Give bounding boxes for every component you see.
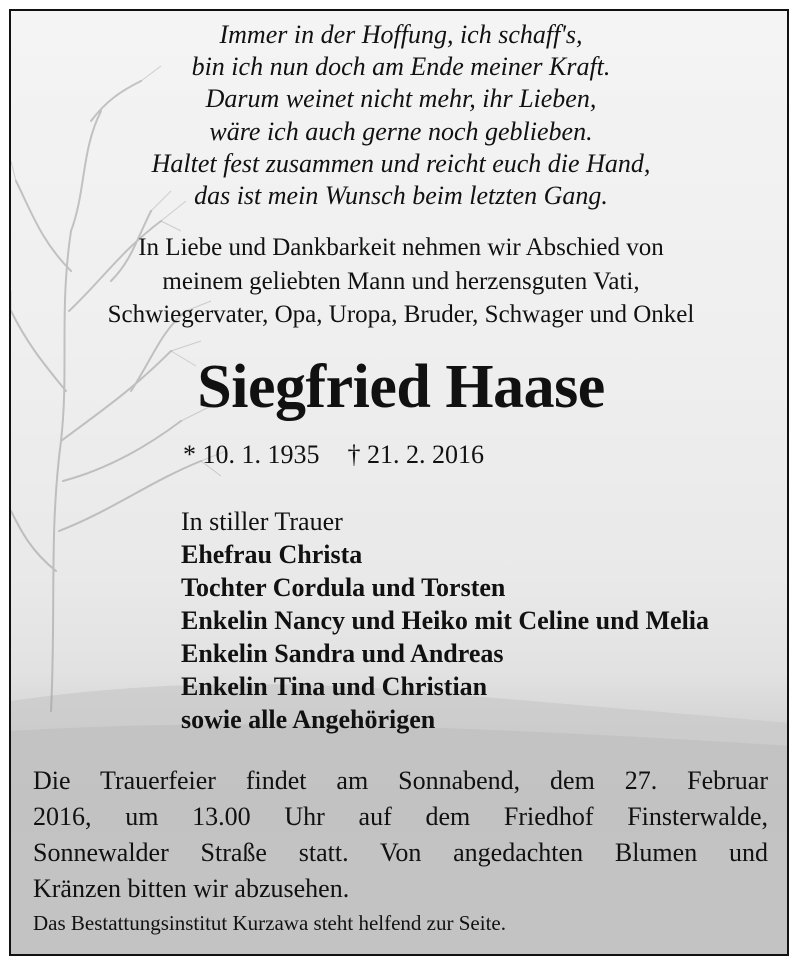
intro-line: Schwiegervater, Opa, Uropa, Bruder, Schwager und Onkel bbox=[107, 301, 695, 328]
poem-line: bin ich nun doch am Ende meiner Kraft. bbox=[191, 52, 611, 82]
service-line: Die Trauerfeier findet am Sonnabend, dem 27. Februar bbox=[33, 766, 768, 795]
mourner-name: sowie alle Angehörigen bbox=[181, 705, 436, 734]
mourning-heading: In stiller Trauer bbox=[181, 507, 343, 536]
mourner-name: Enkelin Nancy und Heiko mit Celine und Melia bbox=[181, 606, 710, 635]
farewell-intro bbox=[11, 231, 789, 332]
service-line: Sonnewalder Straße statt. Von angedachten Blumen und bbox=[33, 838, 768, 867]
poem-line: Darum weinet nicht mehr, ihr Lieben, bbox=[205, 84, 597, 114]
intro-line: In Liebe und Dankbarkeit nehmen wir Abschied von bbox=[138, 234, 664, 261]
poem-verse bbox=[11, 19, 789, 212]
funeral-service-info bbox=[33, 763, 768, 907]
mourners-list bbox=[181, 505, 709, 736]
mourner-name: Enkelin Sandra und Andreas bbox=[181, 639, 504, 668]
poem-line: das ist mein Wunsch beim letzten Gang. bbox=[194, 181, 608, 211]
poem-line: Haltet fest zusammen und reicht euch die Hand, bbox=[151, 148, 651, 178]
birth-date: * 10. 1. 1935 bbox=[183, 440, 320, 469]
service-line: 2016, um 13.00 Uhr auf dem Friedhof Finsterwalde, bbox=[33, 802, 768, 831]
mourner-name: Ehefrau Christa bbox=[181, 540, 363, 569]
obituary-notice bbox=[9, 9, 789, 956]
deceased-name: Siegfried Haase bbox=[197, 353, 605, 421]
mourner-name: Enkelin Tina und Christian bbox=[181, 672, 488, 701]
poem-line: wäre ich auch gerne noch geblieben. bbox=[209, 116, 593, 146]
poem-line: Immer in der Hoffung, ich schaff's, bbox=[219, 20, 583, 49]
death-date: † 21. 2. 2016 bbox=[347, 440, 484, 469]
life-dates bbox=[183, 439, 484, 471]
intro-line: meinem geliebten Mann und herzensguten Vati, bbox=[162, 267, 640, 295]
service-line: Kränzen bitten wir abzusehen. bbox=[33, 874, 350, 903]
mourner-name: Tochter Cordula und Torsten bbox=[181, 573, 506, 602]
funeral-home-note: Das Bestattungsinstitut Kurzawa steht helfend zur Seite. bbox=[33, 911, 506, 935]
